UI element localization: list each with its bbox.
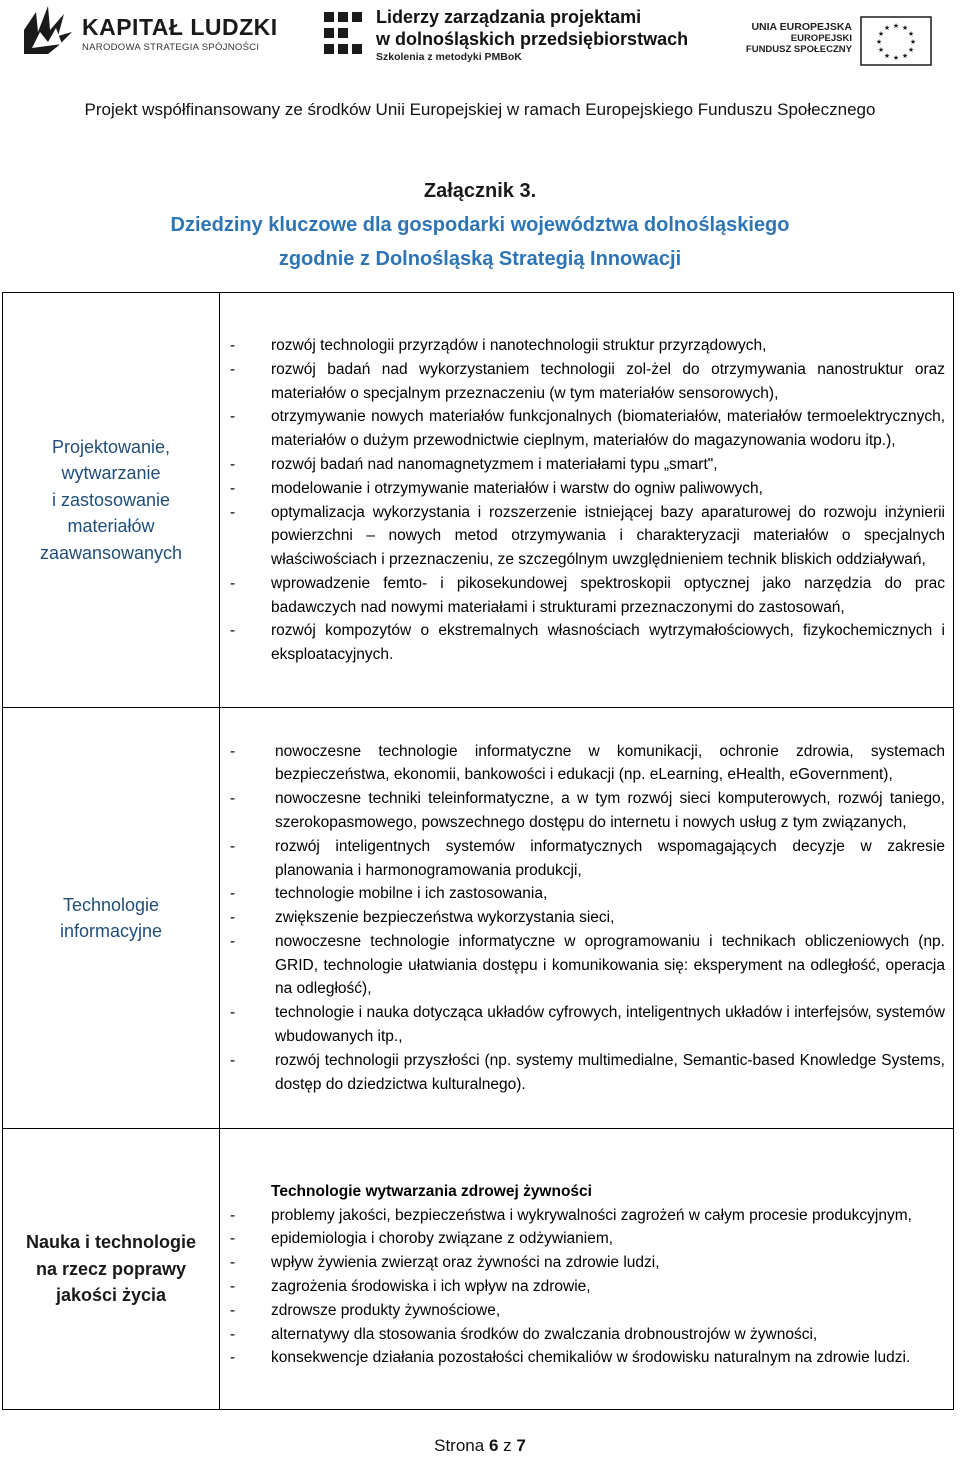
kapital-ludzki-logo [18, 2, 278, 62]
svg-text:★: ★ [909, 38, 917, 46]
eu-text-line2: EUROPEJSKI [790, 33, 852, 44]
category-cell [3, 293, 220, 708]
list-item: - konsekwencje działania pozostałości chemikaliów w środowisku naturalnym na zdrowie ludzi. [230, 1349, 911, 1367]
list-item: - zdrowsze produkty żywnościowe, [230, 1301, 501, 1319]
svg-text:★: ★ [907, 46, 915, 54]
list-item: - optymalizacja wykorzystania i rozszerzenie istniejącej bazy aparaturowej do rozwoju inżynierii powierzchni – nowych metod otrzymywania i charakteryzacji materiałów o specjalnych właściwościach i przeznaczeniu, ze szczególnym uwzględnieniem technik bliskich oddziaływań, [230, 503, 945, 569]
category-line: jakości życia [55, 1285, 167, 1306]
logo-bar [0, 0, 960, 70]
project-title-line1: Liderzy zarządzania projektami [376, 7, 642, 27]
list-item: - wprowadzenie femto- i pikosekundowej spektroskopii optycznej jako narzędzia do prac badawczych nad nowymi materiałami i strukturami przeznaczonymi do zastosowań, [230, 574, 945, 616]
list-item: - technologie i nauka dotycząca układów cyfrowych, inteligentnych układów i interfejsów, systemów wbudowanych itp., [230, 1004, 945, 1046]
page-label: Strona [434, 1436, 485, 1455]
eu-text [746, 22, 852, 55]
list-item: - rozwój kompozytów o ekstremalnych własnościach wytrzymałościowych, fizykochemicznych i eksploatacyjnych. [230, 622, 945, 664]
list-item: - wpływ żywienia zwierząt oraz żywności na zdrowie ludzi, [230, 1254, 660, 1272]
list-item: - modelowanie i otrzymywanie materiałów i warstw do ogniw paliwowych, [230, 479, 763, 497]
eu-flag-icon [860, 16, 932, 66]
list-item: - nowoczesne techniki teleinformatyczne, a w tym rozwój sieci komputerowych, rozwój taniego, szerokopasmowego, powszechnego dostępu do internetu i nowych usług z tym związanych, [230, 790, 945, 831]
list-item: - rozwój badań nad wykorzystaniem technologii zol-żel do otrzymywania nanostruktur oraz materiałów o specjalnym przeznaczeniu (w tym materiałów sensorowych), [230, 360, 945, 402]
svg-text:★: ★ [892, 22, 900, 30]
title-line2: Dziedziny kluczowe dla gospodarki województwa dolnośląskiego [170, 214, 790, 236]
category-line: informacyjne [59, 921, 163, 941]
page-current: 6 [488, 1436, 499, 1455]
eu-logo [745, 16, 938, 68]
page-sep: z [503, 1436, 512, 1455]
title-line1: Załącznik 3. [423, 180, 537, 202]
list-item: - zagrożenia środowiska i ich wpływ na zdrowie, [230, 1278, 591, 1295]
category-line: zaawansowanych [39, 542, 183, 563]
category-line: Technologie [62, 894, 160, 915]
cofinance-note: Projekt współfinansowany ze środków Unii Europejskiej w ramach Europejskiego Funduszu Społecznego [84, 100, 876, 119]
category-line: na rzecz poprawy [35, 1258, 187, 1279]
category-line: i zastosowanie [51, 489, 171, 510]
svg-text:★: ★ [907, 30, 915, 38]
items-cell [220, 293, 954, 708]
items-cell [220, 1129, 954, 1410]
document-title [0, 174, 960, 276]
category-line: wytwarzanie [61, 463, 161, 484]
list-item: - zwiększenie bezpieczeństwa wykorzystania sieci, [230, 909, 615, 927]
items-cell [220, 708, 954, 1129]
project-subtitle: Szkolenia z metodyki PMBoK [376, 51, 522, 63]
eu-text-line3: FUNDUSZ SPOŁECZNY [745, 44, 852, 55]
svg-text:★: ★ [901, 24, 909, 32]
svg-text:★: ★ [883, 52, 891, 60]
list-item: - rozwój inteligentnych systemów informatycznych wspomagających decyzje w zakresie planowania i harmonogramowania produkcji, [230, 837, 945, 879]
category-line: materiałów [67, 516, 155, 537]
list-item: - problemy jakości, bezpieczeństwa i wykrywalności zagrożeń w całym procesie produkcyjnym, [230, 1206, 912, 1224]
list-item: - rozwój badań nad nanomagnetyzmem i materiałami typu „smart", [230, 455, 718, 473]
project-logo [322, 6, 689, 64]
category-cell [3, 1129, 220, 1410]
item-list [220, 333, 953, 667]
table-row [3, 1129, 954, 1410]
svg-text:★: ★ [892, 54, 900, 62]
page-total: 7 [516, 1436, 526, 1455]
project-mark-icon [322, 8, 368, 60]
list-item: - nowoczesne technologie informatyczne w oprogramowaniu i technikach obliczeniowych (np. GRID, technologie ułatwiania dostępu i komunikowania się: eksperyment na odległość, operacja na odległość), [230, 932, 945, 998]
svg-text:★: ★ [877, 30, 885, 38]
list-item: - rozwój technologii przyszłości (np. systemy multimedialne, Semantic-based Knowledge Systems, dostęp do dziedzictwa kulturalnego). [230, 1051, 945, 1093]
svg-text:★: ★ [877, 46, 885, 54]
category-line: Projektowanie, [51, 436, 171, 457]
item-list [220, 1168, 953, 1370]
svg-text:★: ★ [875, 38, 883, 46]
eu-text-line1: UNIA EUROPEJSKA [751, 21, 852, 33]
list-item: - epidemiologia i choroby związane z odżywianiem, [230, 1230, 614, 1248]
list-item: - nowoczesne technologie informatyczne w komunikacji, ochronie zdrowia, systemach bezpieczeństwa, ekonomii, bankowości i edukacji (np. eLearning, eHealth, eGovernment), [230, 742, 945, 784]
item-list [220, 740, 953, 1097]
list-item: - alternatywy dla stosowania środków do zwalczania drobnoustrojów w żywności, [230, 1325, 818, 1343]
table-row [3, 293, 954, 708]
category-cell [3, 708, 220, 1129]
key-areas-table [2, 292, 954, 1410]
page-footer [0, 1436, 960, 1456]
title-line3: zgodnie z Dolnośląską Strategią Innowacji [278, 248, 682, 270]
list-item: - technologie mobilne i ich zastosowania, [230, 885, 548, 903]
project-title-line2: w dolnośląskich przedsiębiorstwach [376, 29, 689, 49]
svg-text:★: ★ [901, 52, 909, 60]
kapital-ludzki-mark-icon [18, 2, 76, 60]
svg-text:★: ★ [883, 24, 891, 32]
table-row [3, 708, 954, 1129]
list-item: - rozwój technologii przyrządów i nanotechnologii struktur przyrządowych, [230, 336, 767, 354]
category-line: Nauka i technologie [25, 1232, 197, 1253]
kapital-ludzki-subtitle: NARODOWA STRATEGIA SPÓJNOŚCI [82, 42, 260, 53]
kapital-ludzki-title: KAPITAŁ LUDZKI [82, 14, 278, 40]
section-heading: Technologie wytwarzania zdrowej żywności [271, 1182, 592, 1200]
list-item: - otrzymywanie nowych materiałów funkcjonalnych (biomateriałów, materiałów termoelektrycznych, materiałów o dużym przewodnictwie cieplnym, materiałów do magazynowania wodoru itp.), [230, 408, 945, 450]
